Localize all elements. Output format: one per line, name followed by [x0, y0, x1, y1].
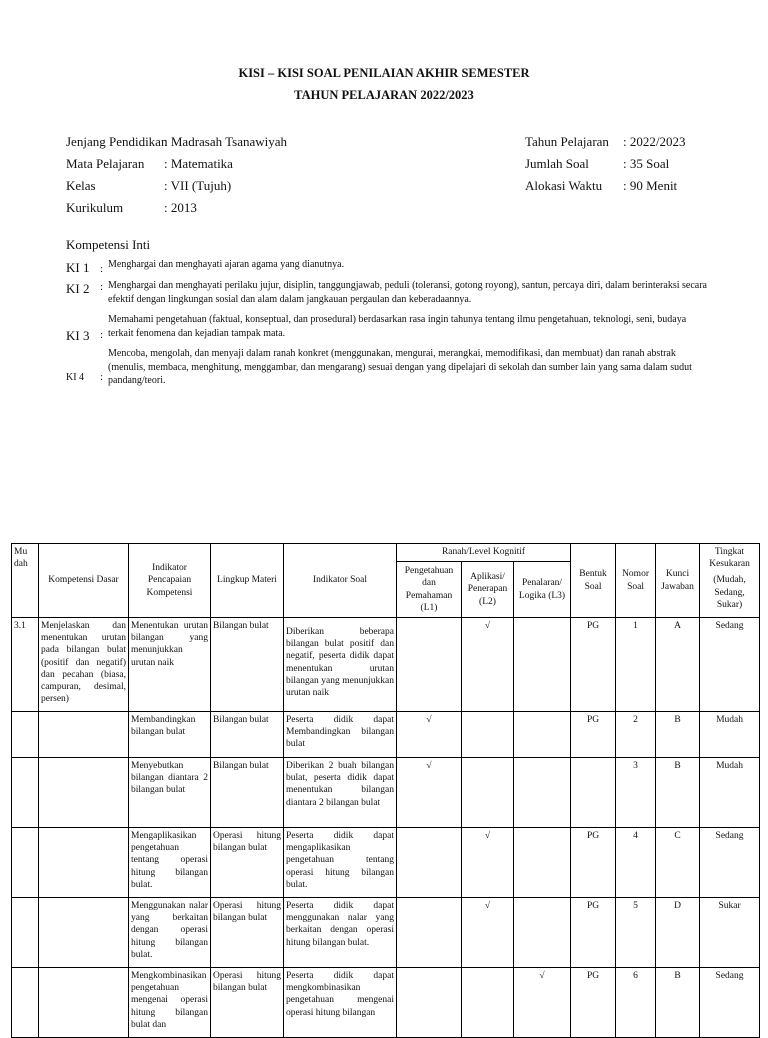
table-cell-l3 [514, 712, 571, 758]
info-row [66, 175, 287, 197]
table-cell-kd [39, 828, 129, 898]
table-cell-nomor: 2 [616, 712, 656, 758]
table-row [12, 828, 760, 898]
header-tingkat-label: Tingkat Kesukaran [709, 547, 750, 570]
ki-item [66, 279, 714, 309]
table-cell-tingkat: Sedang [700, 828, 760, 898]
table-cell-l1 [397, 968, 462, 1038]
table-cell-ipk: Menyebutkan bilangan diantara 2 bilangan bulat [129, 758, 211, 828]
header-kunci: Kunci Jawaban [656, 544, 700, 618]
table-cell-kunci: C [656, 828, 700, 898]
info-value: : Madrasah Tsanawiyah [164, 134, 288, 149]
ki-label: KI 1 [66, 260, 90, 275]
header-nomor: Nomor Soal [616, 544, 656, 618]
table-row [12, 968, 760, 1038]
info-left [66, 131, 287, 219]
table-cell-no [12, 898, 39, 968]
table-cell-bentuk: PG [571, 618, 616, 712]
info-row [525, 131, 685, 153]
table-cell-bentuk: PG [571, 712, 616, 758]
table-cell-l1: √ [397, 758, 462, 828]
info-value: : 2022/2023 [623, 134, 686, 149]
ki-colon: : [100, 263, 104, 275]
table-cell-indikator-soal: Peserta didik dapat menggunakan nalar yang berkaitan dengan operasi hitung bilangan bulat. [284, 898, 397, 968]
info-row [66, 153, 287, 175]
header-kd: Kompetensi Dasar [39, 544, 129, 618]
info-row [66, 197, 287, 219]
table-cell-tingkat: Sedang [700, 968, 760, 1038]
info-key: Tahun Pelajaran [525, 134, 609, 149]
table-cell-tingkat: Mudah [700, 712, 760, 758]
header-l1: Pengetahuan dan Pemahaman (L1) [397, 562, 462, 618]
table-cell-kd [39, 712, 129, 758]
table-cell-l1 [397, 828, 462, 898]
table-cell-kunci: B [656, 758, 700, 828]
info-key: Mata Pelajaran [66, 156, 145, 171]
table-cell-l3 [514, 758, 571, 828]
header-l3: Penalaran/ Logika (L3) [514, 562, 571, 618]
table-cell-ipk: Mengkombinasikan pengetahuan mengenai operasi hitung bilangan bulat dan [129, 968, 211, 1038]
ki-text: Menghargai dan menghayati ajaran agama yang dianutnya. [108, 259, 345, 270]
info-value: : Matematika [164, 156, 233, 171]
info-value: : VII (Tujuh) [164, 178, 232, 193]
table-cell-l3 [514, 898, 571, 968]
table-cell-no: 3.1 [12, 618, 39, 712]
table-row [12, 758, 760, 828]
info-right [525, 131, 685, 197]
table-cell-bentuk: PG [571, 898, 616, 968]
table-cell-bentuk: PG [571, 828, 616, 898]
info-value: : 90 Menit [623, 178, 678, 193]
header-lingkup: Lingkup Materi [211, 544, 284, 618]
table-cell-indikator-soal: Diberikan 2 buah bilangan bulat, peserta didik dapat menentukan bilangan diantara 2 bilangan bulat [284, 758, 397, 828]
table-cell-l1 [397, 898, 462, 968]
table-cell-l2: √ [462, 828, 514, 898]
ki-text: Menghargai dan menghayati perilaku jujur, disiplin, tanggungjawab, peduli (toleransi, gotong royong), santun, percaya diri, dalam berinteraksi secara efektif dengan lingkungan sosial dan alam dalam jangkauan pergaulan dan keberadaannya. [108, 280, 707, 305]
table-cell-tingkat: Sedang [700, 618, 760, 712]
table-cell-l3: √ [514, 968, 571, 1038]
header-ipk: Indikator Pencapaian Kompetensi [129, 544, 211, 618]
ki-text: Mencoba, mengolah, dan menyaji dalam ranah konkret (menggunakan, mengurai, merangkai, memodifikasi, dan membuat) dan ranah abstrak (menulis, membaca, menghitung, menggambar, dan mengarang) sesuai dengan yang dipelajari di sekolah dan sumber lain yang sama dalam sudut pandang/teori. [108, 348, 692, 386]
header-tingkat [700, 544, 760, 618]
info-value: : 35 Soal [623, 156, 670, 171]
ki-label: KI 4 [66, 372, 85, 383]
table-cell-l2: √ [462, 898, 514, 968]
table-cell-ipk: Membandingkan bilangan bulat [129, 712, 211, 758]
ki-label: KI 3 [66, 328, 90, 343]
table-cell-nomor: 5 [616, 898, 656, 968]
table-cell-l2: √ [462, 618, 514, 712]
table-cell-indikator-soal: Peserta didik dapat mengkombinasikan pengetahuan mengenai operasi hitung bilangan [284, 968, 397, 1038]
header-no: Mu dah [12, 544, 39, 618]
table-cell-ipk: Mengaplikasikan pengetahuan tentang operasi hitung bilangan bulat. [129, 828, 211, 898]
ki-label: KI 2 [66, 281, 90, 296]
table-cell-kd [39, 968, 129, 1038]
table-cell-lingkup: Bilangan bulat [211, 618, 284, 712]
table-cell-no [12, 828, 39, 898]
table-row [12, 618, 760, 712]
header-indikator-soal: Indikator Soal [284, 544, 397, 618]
table-cell-ipk: Menentukan urutan bilangan yang menunjukkan urutan naik [129, 618, 211, 712]
ki-colon: : [100, 371, 104, 383]
table-cell-no [12, 712, 39, 758]
table-cell-kunci: B [656, 712, 700, 758]
info-row [525, 175, 685, 197]
info-key: Kelas [66, 178, 96, 193]
table-cell-nomor: 1 [616, 618, 656, 712]
table-cell-l2 [462, 712, 514, 758]
ki-colon: : [100, 329, 104, 341]
info-value: : 2013 [164, 200, 197, 215]
info-key: Jenjang Pendidikan [66, 134, 168, 149]
table-cell-tingkat: Mudah [700, 758, 760, 828]
info-key: Kurikulum [66, 200, 124, 215]
table-cell-l1: √ [397, 712, 462, 758]
ki-item [66, 313, 714, 345]
table-cell-kd [39, 758, 129, 828]
table-cell-lingkup: Operasi hitung bilangan bulat [211, 898, 284, 968]
table-cell-l3 [514, 618, 571, 712]
table-row [12, 712, 760, 758]
table-cell-indikator-soal: Diberikan beberapa bilangan bulat positif dan negatif, peserta didik dapat menentukan urutan bilangan yang menunjukkan urutan naik [284, 618, 397, 712]
table-cell-no [12, 968, 39, 1038]
table-cell-l3 [514, 828, 571, 898]
header-tingkat-opts: (Mudah, Sedang, Sukar) [713, 575, 746, 610]
ki-item [66, 258, 714, 278]
table-cell-no [12, 758, 39, 828]
table-cell-l2 [462, 968, 514, 1038]
table-cell-kd: Menjelaskan dan menentukan urutan pada bilangan bulat (positif dan negatif) dan pecahan (biasa, campuran, desimal, persen) [39, 618, 129, 712]
table-cell-l1 [397, 618, 462, 712]
header-ranah: Ranah/Level Kognitif [397, 544, 571, 562]
ki-text: Memahami pengetahuan (faktual, konseptual, dan prosedural) berdasarkan rasa ingin tahunya tentang ilmu pengetahuan, teknologi, seni, budaya terkait fenomena dan kejadian tampak mata. [108, 314, 687, 339]
table-cell-nomor: 3 [616, 758, 656, 828]
table-cell-lingkup: Bilangan bulat [211, 758, 284, 828]
table-cell-bentuk [571, 758, 616, 828]
ki-item [66, 347, 714, 389]
table-cell-kunci: A [656, 618, 700, 712]
info-key: Alokasi Waktu [525, 178, 603, 193]
table-cell-tingkat: Sukar [700, 898, 760, 968]
ki-heading: Kompetensi Inti [66, 237, 151, 252]
header-bentuk: Bentuk Soal [571, 544, 616, 618]
table-cell-kunci: D [656, 898, 700, 968]
table-cell-lingkup: Bilangan bulat [211, 712, 284, 758]
ki-colon: : [100, 281, 104, 293]
info-row [66, 131, 287, 153]
header-l2: Aplikasi/ Penerapan (L2) [462, 562, 514, 618]
table-cell-kd [39, 898, 129, 968]
info-key: Jumlah Soal [525, 156, 589, 171]
table-cell-ipk: Menggunakan nalar yang berkaitan dengan operasi hitung bilangan bulat. [129, 898, 211, 968]
table-cell-l2 [462, 758, 514, 828]
table-cell-lingkup: Operasi hitung bilangan bulat [211, 828, 284, 898]
table-cell-nomor: 4 [616, 828, 656, 898]
table-cell-indikator-soal: Peserta didik dapat Membandingkan bilangan bulat [284, 712, 397, 758]
document-title: KISI – KISI SOAL PENILAIAN AKHIR SEMESTER [238, 66, 530, 80]
table-cell-lingkup: Operasi hitung bilangan bulat [211, 968, 284, 1038]
info-row [525, 153, 685, 175]
table-cell-kunci: B [656, 968, 700, 1038]
table-cell-bentuk: PG [571, 968, 616, 1038]
document-subtitle: TAHUN PELAJARAN 2022/2023 [294, 88, 474, 102]
table-cell-nomor: 6 [616, 968, 656, 1038]
table-row [12, 898, 760, 968]
table-cell-indikator-soal: Peserta didik dapat mengaplikasikan pengetahuan tentang operasi hitung bilangan bulat. [284, 828, 397, 898]
kisi-table [11, 543, 760, 1038]
